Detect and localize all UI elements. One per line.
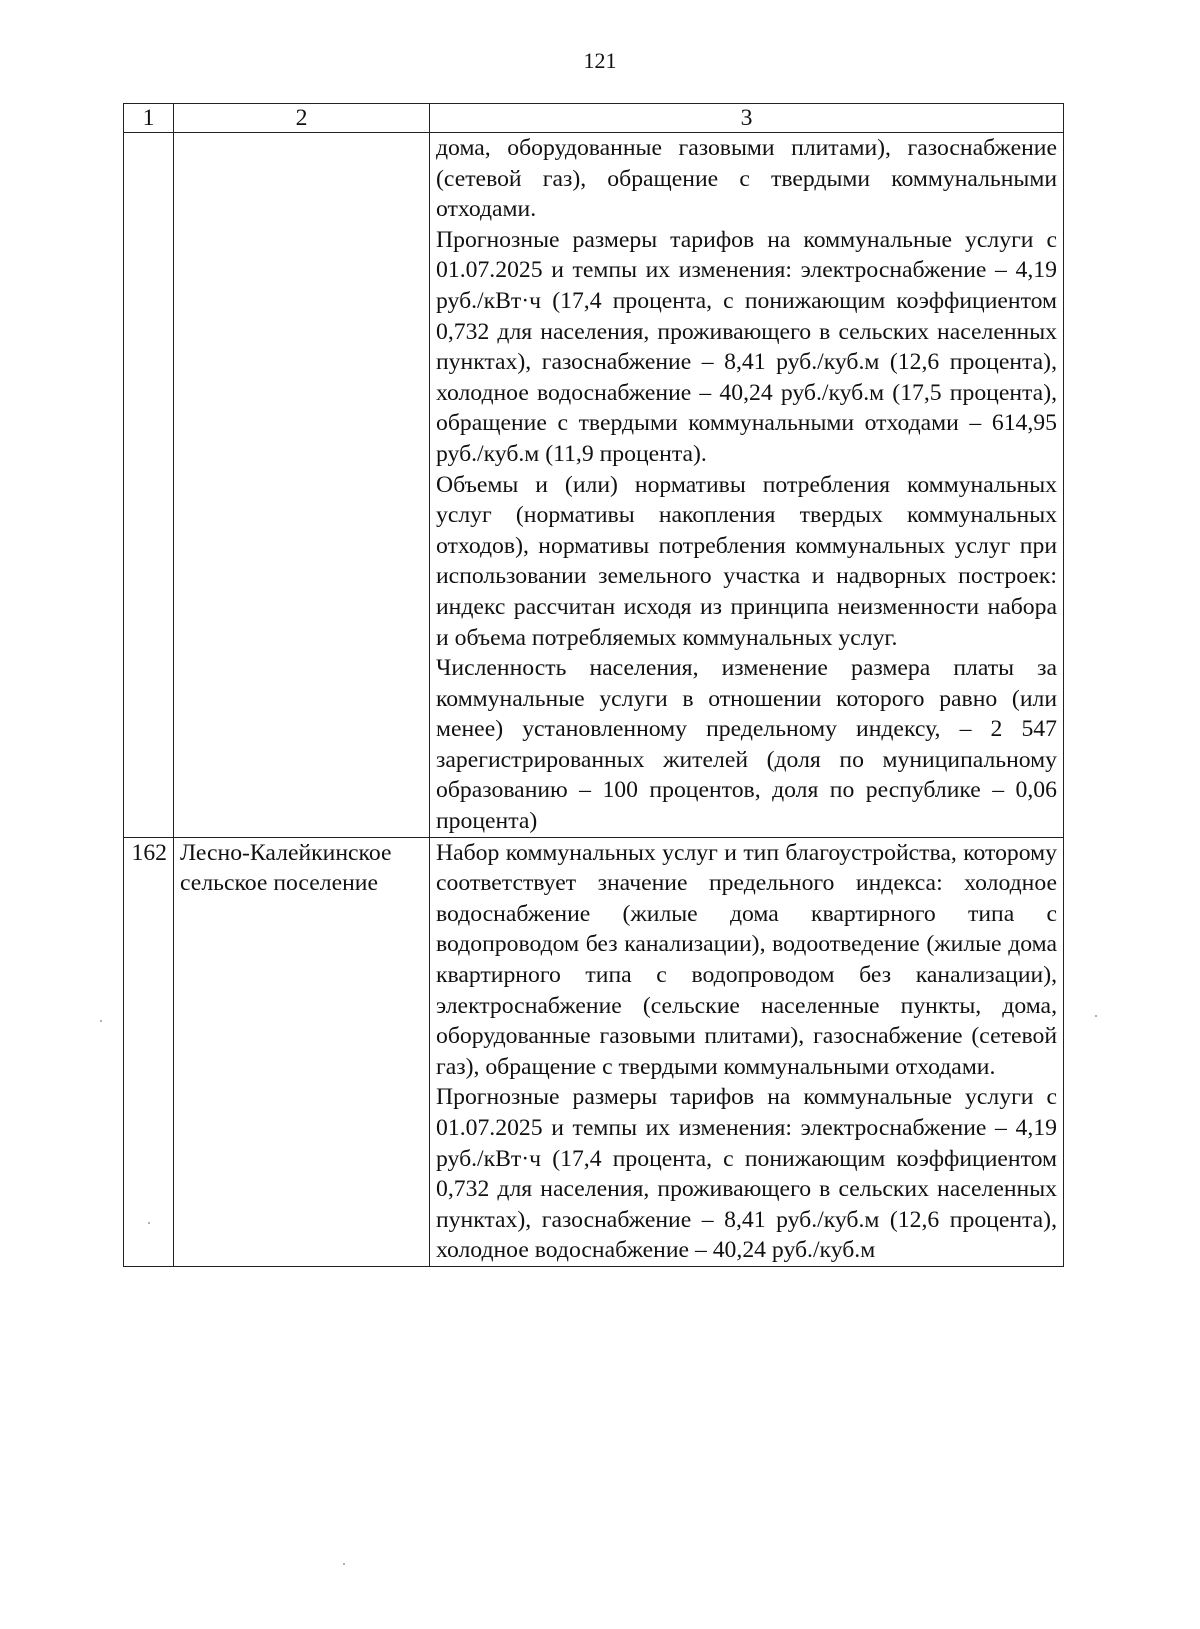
paragraph: Набор коммунальных услуг и тип благоустройства, которому соответствует значение предельного индекса: холодное водоснабжение (жилые дома квартирного типа с водопроводом без канализации), водоотведение (жилые дома квартирного типа с водопроводом без канализации), электроснабжение (сельские населенные пункты, дома, оборудованные газовыми плитами), газоснабжение (сетевой газ), обращение с твердыми коммунальными отходами.: [436, 839, 1057, 1080]
table-row: [124, 837, 1064, 1266]
column-header-3: 3: [430, 104, 1064, 133]
settlement-name: Лесно-Калейкинское сельское поселение: [174, 837, 430, 1266]
row-number: 162: [124, 837, 174, 1266]
table-row: [124, 133, 1064, 838]
paragraph: Численность населения, изменение размера платы за коммунальные услуги в отношении которого равно (или менее) установленному предельному индексу, – 2 547 зарегистрированных жителей (доля по муниципальному образованию – 100 процентов, доля по республике – 0,06 процента): [436, 655, 1057, 835]
scan-speck: [100, 1020, 102, 1022]
scan-speck: [343, 1563, 345, 1565]
column-header-2: 2: [174, 104, 430, 133]
row-description: [430, 133, 1064, 838]
scan-speck: [148, 1222, 150, 1224]
page-number: 121: [583, 48, 617, 73]
scan-speck: [1095, 1015, 1097, 1017]
paragraph: Прогнозные размеры тарифов на коммунальные услуги с 01.07.2025 и темпы их изменения: электроснабжение – 4,19 руб./кВт·ч (17,4 процента, с понижающим коэффициентом 0,732 для населения, проживающего в сельских населенных пунктах), газоснабжение – 8,41 руб./куб.м (12,6 процента), холодное водоснабжение – 40,24 руб./куб.м (17,5 процента), обращение с твердыми коммунальными отходами – 614,95 руб./куб.м (11,9 процента).: [436, 226, 1057, 467]
tariff-table: [123, 103, 1064, 1267]
table-header-row: [124, 104, 1064, 133]
paragraph: Прогнозные размеры тарифов на коммунальные услуги с 01.07.2025 и темпы их изменения: электроснабжение – 4,19 руб./кВт·ч (17,4 процента, с понижающим коэффициентом 0,732 для населения, проживающего в сельских населенных пунктах), газоснабжение – 8,41 руб./куб.м (12,6 процента), холодное водоснабжение – 40,24 руб./куб.м: [436, 1084, 1057, 1264]
row-description: [430, 837, 1064, 1266]
column-header-1: 1: [124, 104, 174, 133]
paragraph: дома, оборудованные газовыми плитами), газоснабжение (сетевой газ), обращение с твердыми коммунальными отходами.: [436, 135, 1057, 223]
row-number: [124, 133, 174, 838]
settlement-name: [174, 133, 430, 838]
paragraph: Объемы и (или) нормативы потребления коммунальных услуг (нормативы накопления твердых коммунальных отходов), нормативы потребления коммунальных услуг при использовании земельного участка и надворных построек: индекс рассчитан исходя из принципа неизменности набора и объема потребляемых коммунальных услуг.: [436, 471, 1057, 651]
